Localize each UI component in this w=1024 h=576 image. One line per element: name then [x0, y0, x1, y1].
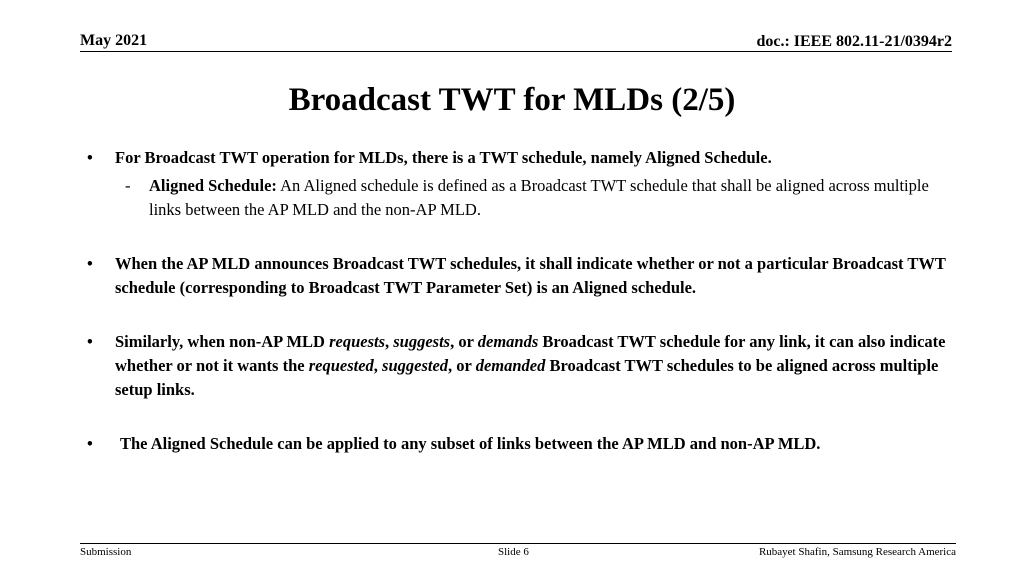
header-rule — [80, 51, 952, 52]
bullet-4-text: The Aligned Schedule can be applied to any subset of links between the AP MLD and non-AP MLD. — [120, 434, 821, 453]
italic-suggests: suggests — [393, 332, 451, 351]
footer-rule — [80, 543, 956, 544]
text-run: Broadcast TWT schedules to be aligned across multiple setup links. — [115, 356, 939, 399]
slide-body — [80, 146, 960, 456]
slide-title: Broadcast TWT for MLDs (2/5) — [288, 82, 736, 118]
header-date: May 2021 — [80, 32, 148, 49]
bullet-dot: • — [87, 148, 93, 167]
footer-author: Rubayet Shafin, Samsung Research America — [758, 546, 956, 558]
italic-demands: demands — [477, 332, 539, 351]
bullet-3 — [80, 330, 960, 402]
bullet-4 — [80, 432, 960, 456]
bullet-1 — [80, 146, 960, 170]
header-doc-id: doc.: IEEE 802.11-21/0394r2 — [756, 33, 952, 50]
bullet-1-text: For Broadcast TWT operation for MLDs, there is a TWT schedule, namely Aligned Schedule. — [115, 148, 772, 167]
bullet-dot: • — [87, 332, 93, 351]
text-run: , — [385, 332, 394, 351]
italic-suggested: suggested — [382, 356, 449, 375]
bullet-2-text: When the AP MLD announces Broadcast TWT schedules, it shall indicate whether or not a particular Broadcast TWT schedule (corresponding to Broadcast TWT Parameter Set) is an Aligned schedule. — [115, 254, 946, 297]
text-run: , — [373, 356, 383, 375]
text-run: , or — [450, 332, 478, 351]
aligned-schedule-label: Aligned Schedule: — [149, 176, 277, 195]
sub-dash: - — [125, 176, 131, 195]
bullet-dot: • — [87, 434, 93, 453]
bullet-2 — [80, 252, 960, 300]
bullet-1-sub — [80, 174, 960, 222]
aligned-schedule-definition: An Aligned schedule is defined as a Broadcast TWT schedule that shall be aligned across multiple links between the AP MLD and the non-AP MLD. — [149, 176, 929, 219]
text-run: Similarly, when non-AP MLD — [115, 332, 330, 351]
italic-requested: requested — [308, 356, 374, 375]
text-run: , or — [448, 356, 476, 375]
italic-requests: requests — [329, 332, 385, 351]
bullet-dot: • — [87, 254, 93, 273]
footer-submission: Submission — [80, 546, 132, 558]
text-run: Broadcast TWT schedule for any link, it can also indicate whether or not it wants the — [115, 332, 946, 375]
italic-demanded: demanded — [475, 356, 546, 375]
bullet-3-text — [115, 332, 946, 399]
footer-slide-number: Slide 6 — [498, 546, 529, 558]
